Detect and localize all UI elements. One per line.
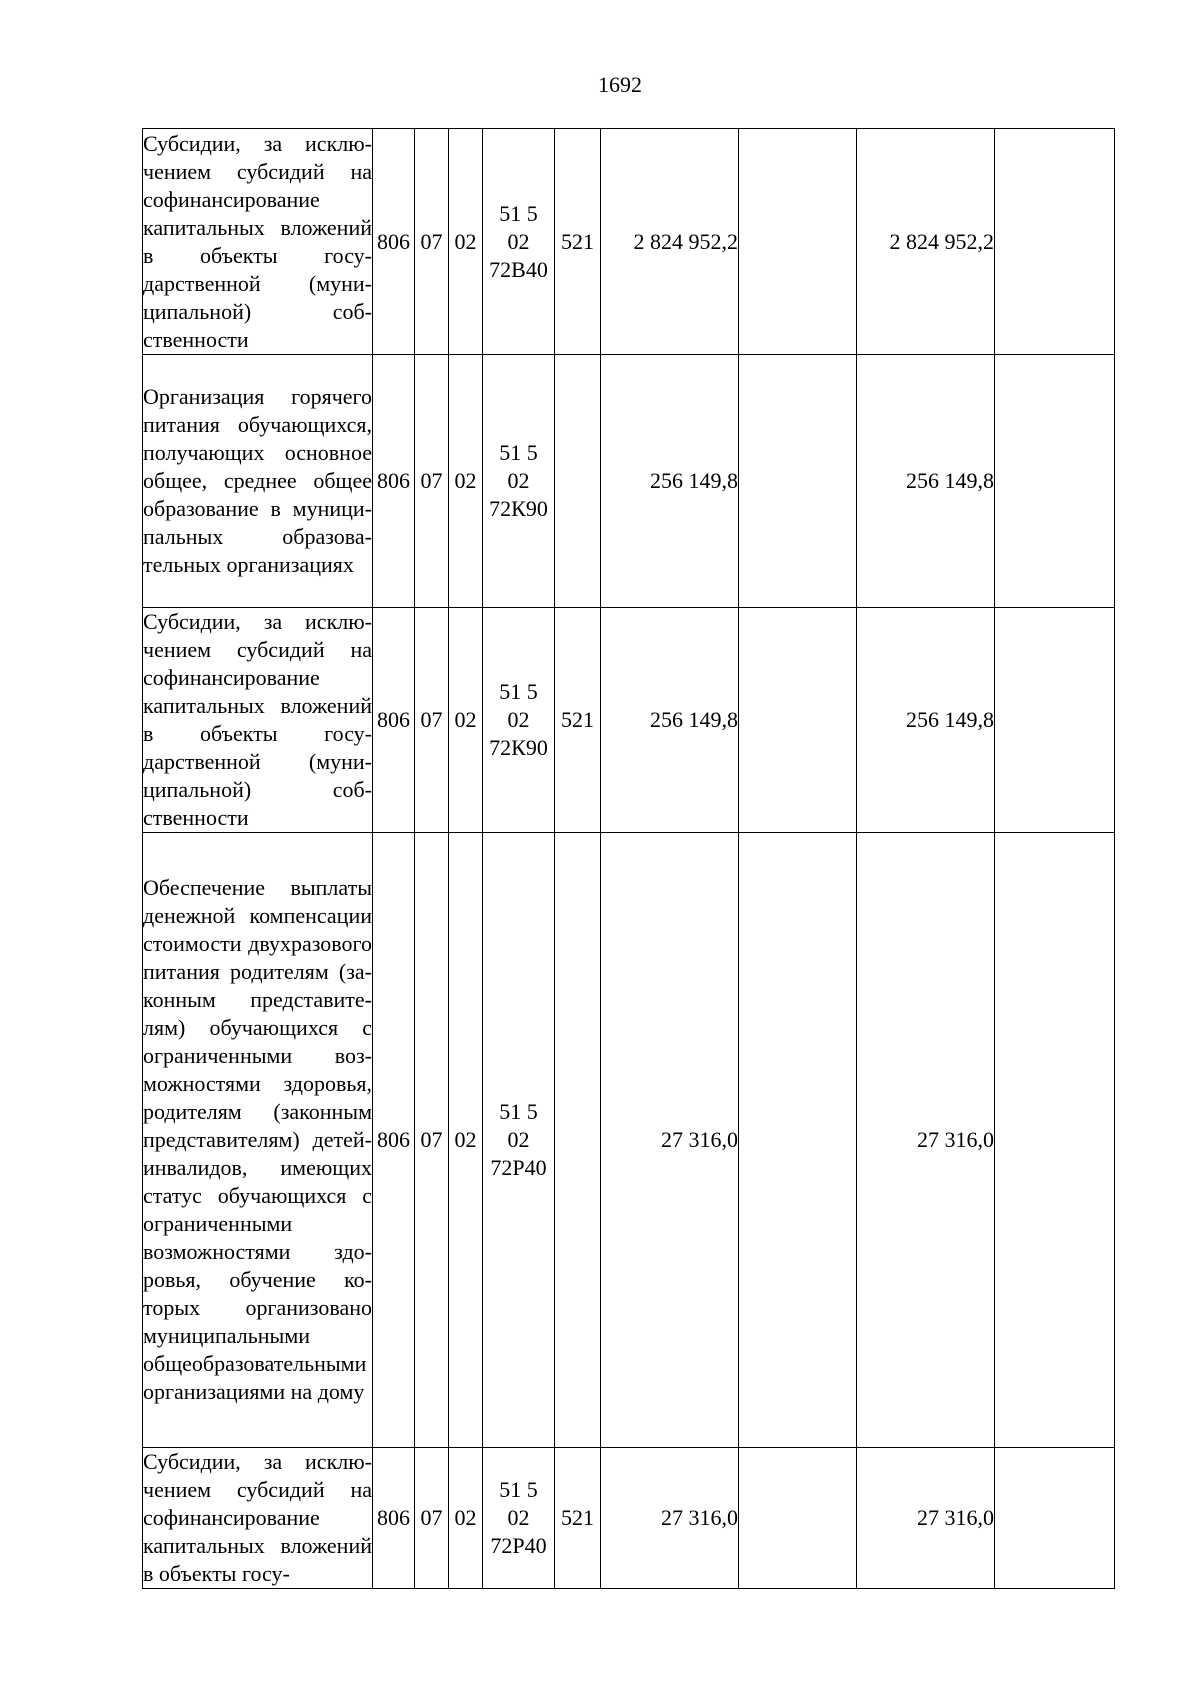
section-code-cell: 07 [415, 1448, 449, 1589]
amount-cell: 256 149,8 [857, 608, 995, 833]
program-code-line: 02 [507, 228, 530, 254]
program-code-line: 51 5 [499, 440, 538, 465]
amount-cell [739, 608, 857, 833]
table-row [143, 608, 1115, 833]
amount-cell [995, 355, 1115, 608]
expense-type-cell: 521 [555, 1448, 601, 1589]
section-code-cell: 07 [415, 129, 449, 355]
program-code-line: 72Р40 [490, 1155, 547, 1180]
program-code-cell [483, 833, 555, 1448]
amount-cell [739, 129, 857, 355]
amount-total-cell: 27 316,0 [601, 1448, 739, 1589]
section-code-cell: 07 [415, 608, 449, 833]
amount-cell: 27 316,0 [857, 833, 995, 1448]
table-row [143, 1448, 1115, 1589]
section-code-cell: 07 [415, 355, 449, 608]
subsection-code-cell: 02 [449, 833, 483, 1448]
amount-total-cell: 256 149,8 [601, 608, 739, 833]
amount-cell [739, 355, 857, 608]
amount-total-cell: 256 149,8 [601, 355, 739, 608]
amount-cell [995, 129, 1115, 355]
amount-cell [995, 833, 1115, 1448]
expense-name-cell: Субсидии, за исключением субсидий на софинансирование капитальных вложений в объекты государственной (муниципальной) собственности [143, 608, 373, 833]
program-code-line: 72К90 [489, 496, 548, 521]
program-code-line: 02 [507, 1505, 530, 1530]
subsection-code-cell: 02 [449, 1448, 483, 1589]
expense-name-cell: Организация горячего питания обучающихся, получающих основное общее, среднее общее образование в муниципальных образовательных организациях [143, 355, 373, 608]
program-code-cell [483, 129, 555, 355]
ministry-code-cell: 806 [373, 608, 415, 833]
amount-cell [739, 833, 857, 1448]
table-row [143, 355, 1115, 608]
program-code-line: 51 5 [499, 1099, 538, 1124]
expense-type-cell [555, 355, 601, 608]
ministry-code-cell: 806 [373, 129, 415, 355]
section-code-cell: 07 [415, 833, 449, 1448]
ministry-code-cell: 806 [373, 355, 415, 608]
program-code-cell [483, 355, 555, 608]
expense-name-cell: Субсидии, за исключением субсидий на софинансирование капитальных вложений в объекты государственной (муниципальной) собственности [143, 129, 373, 355]
program-code-cell [483, 608, 555, 833]
budget-table [142, 128, 1115, 1589]
program-code-line: 02 [507, 707, 530, 732]
program-code-line: 51 5 [499, 679, 538, 704]
amount-cell: 27 316,0 [857, 1448, 995, 1589]
amount-cell [995, 1448, 1115, 1589]
ministry-code-cell: 806 [373, 833, 415, 1448]
table-row [143, 129, 1115, 355]
program-code-line: 72К90 [489, 735, 548, 760]
program-code-cell [483, 1448, 555, 1589]
amount-cell: 256 149,8 [857, 355, 995, 608]
amount-cell [995, 608, 1115, 833]
program-code-line: 72В40 [489, 256, 548, 282]
amount-cell [739, 1448, 857, 1589]
expense-type-cell: 521 [555, 129, 601, 355]
table-body [143, 129, 1115, 1589]
page-number: 1692 [598, 72, 642, 97]
amount-total-cell: 27 316,0 [601, 833, 739, 1448]
program-code-line: 51 5 [499, 200, 538, 226]
amount-cell: 2 824 952,2 [857, 129, 995, 355]
program-code-line: 72Р40 [490, 1533, 547, 1558]
subsection-code-cell: 02 [449, 608, 483, 833]
expense-type-cell: 521 [555, 608, 601, 833]
amount-total-cell: 2 824 952,2 [601, 129, 739, 355]
subsection-code-cell: 02 [449, 355, 483, 608]
subsection-code-cell: 02 [449, 129, 483, 355]
expense-name-cell: Обеспечение выплаты денежной компенсации стоимости двухразового питания родителям (законным представителям) обучающихся с ограниченными возможностями здоровья, родителям (законным представителям) детей-инвалидов, имеющих статус обучающихся с ограниченными возможностями здоровья, обучение которых организовано муниципальными общеобразовательными организациями на дому [143, 833, 373, 1448]
program-code-line: 02 [507, 468, 530, 493]
expense-type-cell [555, 833, 601, 1448]
expense-name-cell: Субсидии, за исключением субсидий на софинансирование капитальных вложений в объекты госу- [143, 1448, 373, 1589]
program-code-line: 02 [507, 1127, 530, 1152]
ministry-code-cell: 806 [373, 1448, 415, 1589]
program-code-line: 51 5 [499, 1477, 538, 1502]
table-row [143, 833, 1115, 1448]
